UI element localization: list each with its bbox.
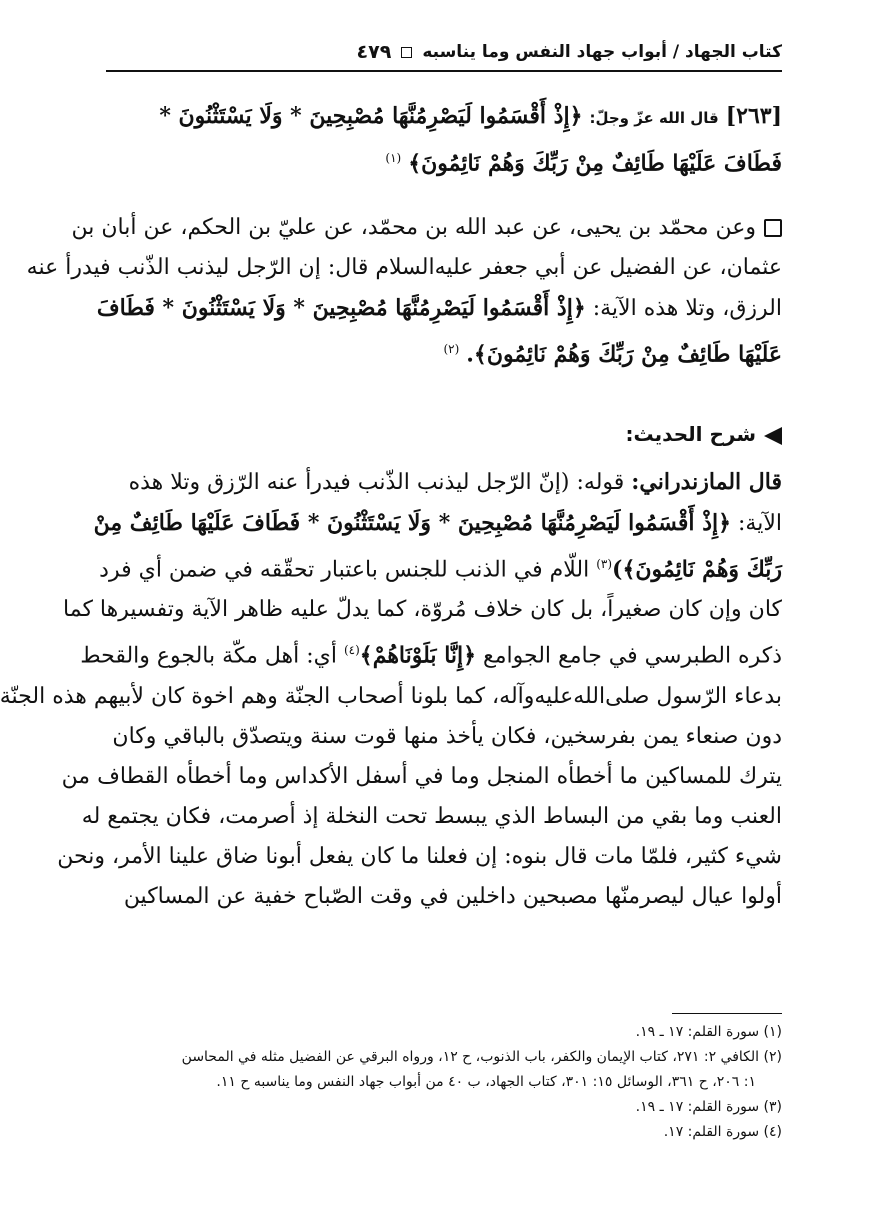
commentary-verse: رَبِّكَ وَهُمْ نَائِمُونَ﴾) bbox=[612, 556, 782, 583]
commentary-line: كان وإن كان صغيراً، بل كان خلاف مُروّة، كما يدلّ عليه ظاهر الآية وتفسيرها كما bbox=[63, 597, 782, 623]
header-title: كتاب الجهاد / أبواب جهاد النفس وما يناسبه bbox=[422, 42, 782, 62]
verse-number: [٢٦٣] bbox=[725, 103, 782, 129]
footnote-ref: (١) bbox=[385, 151, 402, 165]
verse-block bbox=[106, 96, 782, 184]
hadith-verse: ﴿إِذْ أَقْسَمُوا لَيَصْرِمُنَّهَا مُصْبِحِينَ * وَلَا يَسْتَثْنُونَ * فَطَافَ bbox=[96, 295, 586, 321]
commentary-line: بدعاء الرّسول صلى‌الله‌عليه‌وآله، كما بلونا أصحاب الجنّة وهم اخوة كان لأبيهم هذه الجنّة bbox=[0, 683, 782, 709]
commentary-line: الآية: bbox=[738, 511, 782, 536]
commentary-verse: ﴿إِنَّا بَلَوْنَاهُمْ﴾ bbox=[359, 642, 477, 669]
hadith-line: عثمان، عن الفضيل عن أبي جعفر عليه‌السلام قال: إن الرّجل ليذنب الذّنب فيدرأ عنه bbox=[26, 255, 782, 280]
hadith-paragraph bbox=[26, 208, 782, 375]
footnote: (٣) سورة القلم: ١٧ ـ ١٩. bbox=[635, 1099, 782, 1115]
commentary-line: شيء كثير، فلمّا مات قال بنوه: إن فعلنا ما كان يفعل أبونا ضاق علينا الأمر، ونحن bbox=[57, 843, 782, 869]
commentary-line: أي: أهل مكّة بالجوع والقحط bbox=[80, 643, 337, 669]
commentary-author: قال المازندراني: bbox=[631, 469, 782, 495]
square-bullet-icon bbox=[764, 219, 782, 237]
section-heading bbox=[106, 414, 782, 454]
verse-line-1: ﴿إِذْ أَقْسَمُوا لَيَصْرِمُنَّهَا مُصْبِحِينَ * وَلَا يَسْتَثْنُونَ * bbox=[159, 103, 583, 129]
verse-intro: قال الله عزّ وجلّ: bbox=[589, 109, 719, 127]
commentary-line: ذكره الطبرسي في جامع الجوامع bbox=[483, 643, 782, 669]
commentary-line: قوله: (إنّ الرّجل ليذنب الذّنب فيدرأ عنه الرّزق وتلا هذه bbox=[128, 470, 625, 495]
running-header bbox=[106, 34, 782, 70]
commentary-paragraph bbox=[0, 462, 782, 917]
footnotes bbox=[106, 1020, 782, 1145]
square-ornament-icon bbox=[401, 47, 412, 58]
hadith-verse: عَلَيْهَا طَائِفٌ مِنْ رَبِّكَ وَهُمْ نَائِمُونَ﴾. bbox=[466, 341, 782, 368]
commentary-line: العنب وما بقي من البساط الذي يبسط تحت النخلة إذ أصرمت، فكان يجتمع له bbox=[81, 803, 782, 829]
commentary-line: أولوا عيال ليصرمنّها مصبحين داخلين في وقت الصّباح خفية عن المساكين bbox=[123, 883, 782, 909]
commentary-line: دون صنعاء يمن بفرسخين، فكان يأخذ منها قوت سنة ويتصدّق بالباقي وكان bbox=[112, 723, 782, 749]
footnote: (١) سورة القلم: ١٧ ـ ١٩. bbox=[635, 1024, 782, 1040]
hadith-line: وعن محمّد بن يحيى، عن عبد الله بن محمّد، عن عليّ بن الحكم، عن أبان بن bbox=[71, 215, 756, 240]
hadith-line-text: الرزق، وتلا هذه الآية: bbox=[592, 296, 782, 321]
footnote-rule bbox=[672, 1013, 782, 1014]
triangle-marker-icon bbox=[764, 427, 782, 445]
header-rule bbox=[106, 70, 782, 72]
section-heading-text: شرح الحديث: bbox=[625, 422, 756, 446]
commentary-verse: ﴿إِذْ أَقْسَمُوا لَيَصْرِمُنَّهَا مُصْبِحِينَ * وَلَا يَسْتَثْنُونَ * فَطَافَ عَلَيْهَا طَائِفٌ مِنْ bbox=[93, 510, 731, 536]
footnote: (٢) الكافي ٢: ٢٧١، كتاب الإيمان والكفر، باب الذنوب، ح ١٢، ورواه البرقي عن الفضيل مثله في المحاسن bbox=[181, 1049, 782, 1065]
verse-line-2: فَطَافَ عَلَيْهَا طَائِفٌ مِنْ رَبِّكَ وَهُمْ نَائِمُونَ﴾ bbox=[408, 150, 782, 177]
footnote-ref: (٢) bbox=[443, 342, 460, 356]
commentary-line: اللّام في الذنب للجنس باعتبار تحقّقه في ضمن أي فرد bbox=[99, 557, 590, 583]
footnote-ref: (٤) bbox=[343, 643, 360, 658]
footnote-ref: (٣) bbox=[596, 557, 613, 571]
footnote: (٤) سورة القلم: ١٧. bbox=[663, 1124, 782, 1140]
footnote-continuation: ١: ٢٠٦، ح ٣٦١، الوسائل ١٥: ٣٠١، كتاب الجهاد، ب ٤٠ من أبواب جهاد النفس وما يناسبه ح ١١. bbox=[216, 1074, 756, 1090]
page-number: ٤٧٩ bbox=[356, 41, 392, 63]
commentary-line: يترك للمساكين ما أخطأه المنجل وما في أسفل الأكداس وما أخطأه القطاف من bbox=[61, 763, 782, 789]
